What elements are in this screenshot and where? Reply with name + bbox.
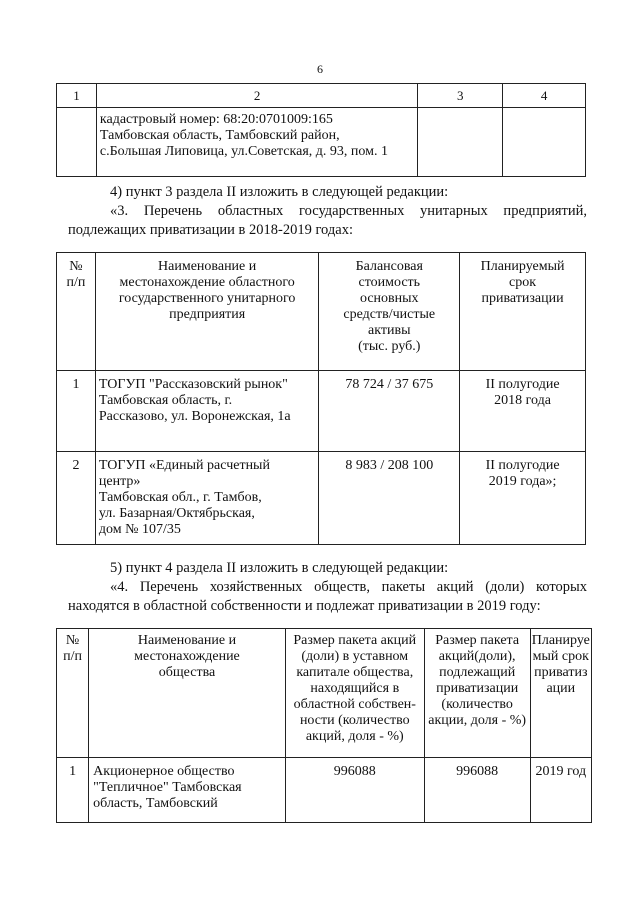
address-line: Тамбовская область, Тамбовский район, — [99, 128, 340, 143]
column-number-1: 1 — [57, 84, 97, 108]
header-number: № п/п — [57, 629, 89, 758]
column-number-3: 3 — [418, 84, 503, 108]
row-number: 1 — [57, 758, 89, 823]
table-row — [57, 452, 586, 545]
header-planned-period: Планируемый срок приватизации — [460, 253, 586, 371]
balance-value: 78 724 / 37 675 — [319, 371, 460, 452]
section-title-line: «3. Перечень областных государственных унитарных предприятий, — [110, 203, 587, 219]
row-number: 1 — [57, 371, 96, 452]
address-cell — [96, 108, 417, 177]
header-sale-size: Размер пакета акций(доли), подлежащий приватизации (количество акции, доля - %) — [424, 629, 530, 758]
row-number-cell — [57, 108, 97, 177]
planned-period: 2019 год — [530, 758, 591, 823]
empty-cell — [503, 108, 586, 177]
planned-period: II полугодие 2018 года — [460, 371, 586, 452]
column-number-2: 2 — [96, 84, 417, 108]
share-size-value: 996088 — [285, 758, 424, 823]
table-row — [57, 108, 586, 177]
planned-period: II полугодие 2019 года»; — [460, 452, 586, 545]
business-companies-table — [56, 628, 592, 823]
row-number: 2 — [57, 452, 96, 545]
header-balance-value: Балансовая стоимость основных средств/чистые активы (тыс. руб.) — [319, 253, 460, 371]
continuation-table — [56, 83, 586, 177]
header-planned-period: Планируе мый срок приватиз ации — [530, 629, 591, 758]
header-share-size: Размер пакета акций (доли) в уставном капитале общества, находящийся в областной собствен- ности (количество акций, доля - %) — [285, 629, 424, 758]
column-number-4: 4 — [503, 84, 586, 108]
table-row — [57, 758, 592, 823]
empty-cell — [418, 108, 503, 177]
amendment-item-5: 5) пункт 4 раздела II изложить в следующей редакции: — [110, 560, 449, 576]
table-header-row — [57, 629, 592, 758]
enterprise-name: ТОГУП «Единый расчетный центр» Тамбовская обл., г. Тамбов, ул. Базарная/Октябрьская, дом № 107/35 — [95, 452, 319, 545]
cadastral-line: кадастровый номер: 68:20:0701009:165 — [99, 112, 333, 127]
unitary-enterprises-table — [56, 252, 586, 545]
header-name: Наименование и местонахождение общества — [89, 629, 286, 758]
balance-value: 8 983 / 208 100 — [319, 452, 460, 545]
address-line: с.Большая Липовица, ул.Советская, д. 93, пом. 1 — [99, 144, 388, 159]
header-name: Наименование и местонахождение областного государственного унитарного предприятия — [95, 253, 319, 371]
section-title-line: «4. Перечень хозяйственных обществ, пакеты акций (доли) которых — [110, 579, 587, 595]
section-title-line: находятся в областной собственности и подлежат приватизации в 2019 году: — [68, 598, 541, 614]
sale-size-value: 996088 — [424, 758, 530, 823]
section-title-line: подлежащих приватизации в 2018-2019 годах: — [68, 222, 353, 238]
enterprise-name: ТОГУП "Рассказовский рынок" Тамбовская область, г. Рассказово, ул. Воронежская, 1а — [95, 371, 319, 452]
table-row — [57, 371, 586, 452]
header-number: № п/п — [57, 253, 96, 371]
company-name: Акционерное общество "Тепличное" Тамбовская область, Тамбовский — [89, 758, 286, 823]
amendment-item-4: 4) пункт 3 раздела II изложить в следующей редакции: — [110, 184, 449, 200]
table-header-row — [57, 253, 586, 371]
page-number: 6 — [317, 62, 323, 76]
table-header-row — [57, 84, 586, 108]
